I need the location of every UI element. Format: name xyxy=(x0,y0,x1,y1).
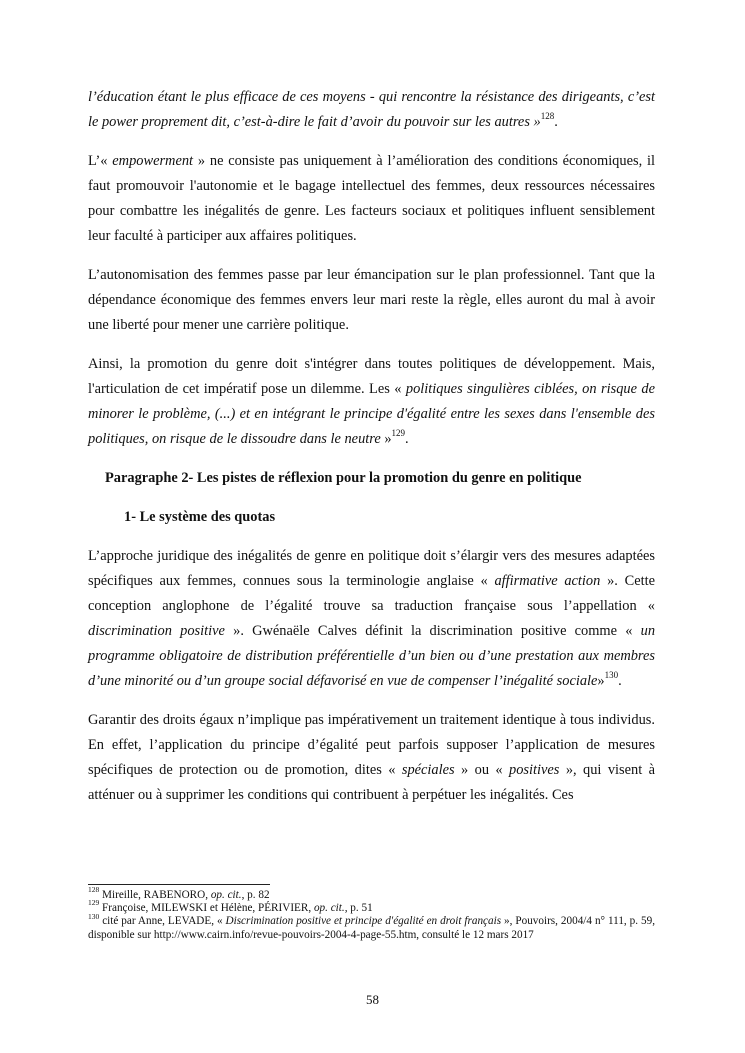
italic-text: politiques singulières ciblées, on risque de minorer le problème, (...) et en intégrant le principe d'égalité entre les sexes dans l'ensemble des politiques, on risque de le dissoudre dans le neutre xyxy=(88,381,656,447)
text-run: » xyxy=(597,673,605,689)
text-run: ». Cette conception anglophone de l’égalité trouve sa traduction française sous l’appellation « xyxy=(88,573,655,614)
text-run: . xyxy=(554,114,558,130)
italic-text: Discrimination positive et principe d'égalité en droit français xyxy=(225,915,502,928)
body-text xyxy=(88,85,655,822)
text-run: », qui visent à atténuer ou à supprimer les conditions qui contribuent à perpétuer les inégalités. Ces xyxy=(88,762,655,803)
italic-text: spéciales xyxy=(401,762,455,778)
footnote-separator xyxy=(88,884,270,885)
text-run: Mireille, RABENORO, xyxy=(99,889,211,901)
footnote-ref: 130 xyxy=(88,911,100,921)
paragraph xyxy=(88,708,655,808)
italic-text: op. cit. xyxy=(210,889,242,901)
footnote-128 xyxy=(88,885,655,902)
text-run: ». Gwénaële Calves définit la discrimination positive comme « xyxy=(224,623,641,639)
paragraph xyxy=(88,149,655,249)
section-heading: Paragraphe 2- Les pistes de réflexion pour la promotion du genre en politique xyxy=(105,470,582,486)
text-run: . xyxy=(405,431,409,447)
text-run: L’« xyxy=(88,153,113,169)
text-run: Garantir des droits égaux n’implique pas impérativement un traitement identique à tous individus. En effet, l’application du principe d’égalité peut parfois supposer l’application de mesures spécifiques de protection ou de promotion, dites « xyxy=(88,712,655,778)
paragraph xyxy=(88,263,655,338)
footnotes xyxy=(88,885,655,942)
italic-text: positives xyxy=(509,762,560,778)
text-run: , p. 82 xyxy=(241,889,270,901)
footnote-129 xyxy=(88,898,655,915)
italic-text: op. cit., xyxy=(313,902,348,915)
footnote-ref: 129 xyxy=(88,898,100,908)
text-run: L’approche juridique des inégalités de genre en politique doit s’élargir vers des mesures adaptées spécifiques aux femmes, connues sous la terminologie anglaise « xyxy=(88,548,655,589)
italic-text: un programme obligatoire de distribution préférentielle d’un bien ou d’une prestation aux membres d’une minorité ou d’un groupe social défavorisé en vue de compenser l’inégalité sociale xyxy=(88,623,656,689)
text-run: », Pouvoirs, 2004/4 n° 111, p. 59, disponible sur http://www.cairn.info/revue-pouvoirs-2004-4-page-55.htm, consulté le 12 mars 2017 xyxy=(88,915,655,941)
text-run: » ou « xyxy=(454,762,510,778)
text-run: Françoise, MILEWSKI et Hélène, PÉRIVIER, xyxy=(99,902,314,915)
text-run: » ne consiste pas uniquement à l’amélioration des conditions économiques, il faut promouvoir l'autonomie et le bagage intellectuel des femmes, deux ressources nécessaires pour combattre les inégalités de genre. Les facteurs sociaux et politiques influent sensiblement leur faculté à participer aux affaires politiques. xyxy=(88,153,655,244)
text-run: » xyxy=(380,431,392,447)
text-run: . xyxy=(618,673,622,689)
text-run: p. 51 xyxy=(347,902,373,915)
text-run: Ainsi, la promotion du genre doit s'intégrer dans toutes politiques de développement. Mais, l'articulation de cet impératif pose un dilemme. Les « xyxy=(88,356,655,397)
text-run: L’autonomisation des femmes passe par leur émancipation sur le plan professionnel. Tant que la dépendance économique des femmes envers leur mari reste la règle, elles auront du mal à avoir une liberté pour mener une carrière politique. xyxy=(88,267,655,333)
footnote-130 xyxy=(88,911,655,941)
text-run: cité par Anne, LEVADE, « xyxy=(99,915,226,928)
italic-text: l’éducation étant le plus efficace de ces moyens - qui rencontre la résistance des dirigeants, c’est le power proprement dit, c’est-à-dire le fait d’avoir du pouvoir sur les autres » xyxy=(88,89,655,130)
italic-text: empowerment xyxy=(112,153,194,169)
italic-text: discrimination positive xyxy=(88,623,225,639)
footnote-ref: 130 xyxy=(604,670,619,681)
paragraph xyxy=(88,352,655,452)
italic-text: affirmative action xyxy=(494,573,601,589)
paragraph xyxy=(88,544,655,694)
footnote-ref: 129 xyxy=(391,428,406,439)
paragraph xyxy=(88,85,655,135)
page-number: 58 xyxy=(366,992,379,1007)
subsection-heading: 1- Le système des quotas xyxy=(124,509,276,525)
footnote-ref: 128 xyxy=(88,885,100,895)
footnote-ref: 128 xyxy=(540,111,555,122)
